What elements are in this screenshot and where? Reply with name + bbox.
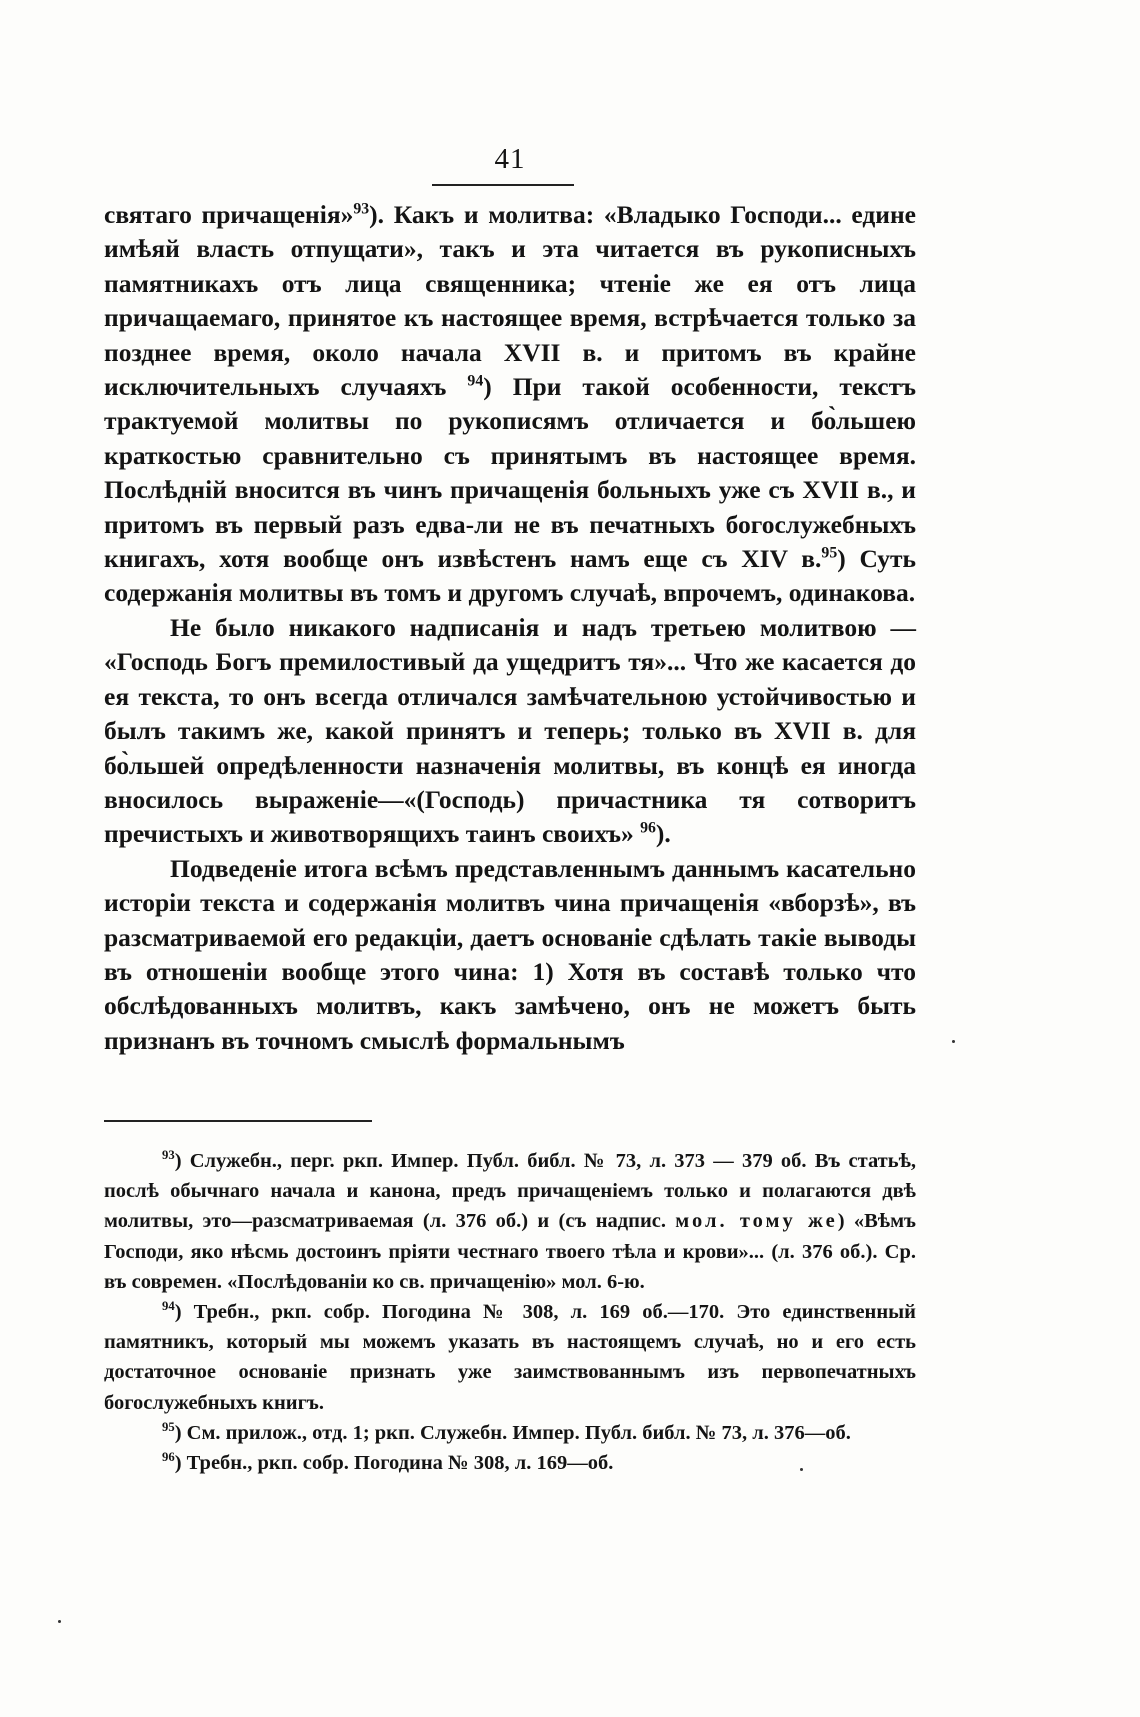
paragraph-1 bbox=[104, 198, 916, 611]
paragraph-2-part-b: ). bbox=[655, 819, 671, 849]
footnote-93-text-a: ) Служебн., перг. ркп. Импер. Публ. библ. № 73, л. 373 — 379 об. Въ статьѣ, послѣ обычнаго начала и канона, предъ причащеніемъ только и полагаются двѣ молитвы, это—разсматриваемая (л. 376 об.) и (съ надпис. bbox=[104, 1150, 916, 1233]
paragraph-1-part-a: святаго причащенія» bbox=[104, 200, 354, 229]
footnote-ref-96: 96 bbox=[640, 819, 656, 837]
paragraph-2 bbox=[104, 611, 916, 852]
footnote-93-text-c: ) «Вѣмъ Господи, яко нѣсмь достоинъ пріяти честнаго твоего тѣла и крови»... (л. 376 об.). Ср. въ современ. «Послѣдованіи ко св. причащенію» мол. 6-ю. bbox=[104, 1210, 916, 1293]
footnote-ref-95: 95 bbox=[821, 544, 838, 562]
footnote-95 bbox=[104, 1418, 916, 1448]
footnote-94-text: ) Требн., ркп. собр. Погодина № 308, л. 169 об.—170. Это единственный памятникъ, который мы можемъ указать въ настоящемъ случаѣ, но и его есть достаточное основаніе признать уже заимствованнымъ изъ первопечатныхъ богослужебныхъ книгъ. bbox=[104, 1301, 916, 1414]
paragraph-3: Подведеніе итога всѣмъ представленнымъ даннымъ касательно исторіи текста и содержанія молитвъ чина причащенія «вборзѣ», въ разсматриваемой его редакціи, даетъ основаніе сдѣлать такіе выводы въ отношеніи вообще этого чина: 1) Хотя въ составѣ только что обслѣдованныхъ молитвъ, какъ замѣчено, онъ не можетъ быть признанъ въ точномъ смыслѣ формальнымъ bbox=[104, 853, 916, 1055]
footnote-93-spaced-text: мол. тому же bbox=[675, 1210, 838, 1233]
footnote-96-mark: 96 bbox=[162, 1450, 175, 1465]
footnote-94-mark: 94 bbox=[162, 1299, 175, 1314]
footnotes bbox=[104, 1146, 916, 1478]
footnote-96 bbox=[104, 1448, 916, 1478]
footnote-95-text: ) См. прилож., отд. 1; ркп. Служебн. Импер. Публ. библ. № 73, л. 376—об. bbox=[174, 1421, 851, 1444]
footnote-95-mark: 95 bbox=[162, 1420, 175, 1434]
page-number: 41 bbox=[494, 143, 526, 175]
paragraph-1-part-d: ) Суть содержанія молитвы въ томъ и другомъ случаѣ, впрочемъ, одинакова. bbox=[104, 544, 916, 608]
footnote-separator bbox=[104, 1120, 372, 1122]
scan-speck bbox=[952, 1040, 955, 1043]
paragraph-1-part-b: ). Какъ и молитва: «Владыко Господи... едине имѣяй власть отпущати», такъ и эта читается въ рукописныхъ памятникахъ отъ лица священника; чтеніе же ея отъ лица причащаемаго, принятое къ настоящее время, встрѣчается только за позднее время, около начала XVII в. и притомъ въ крайне исключительныхъ случаяхъ bbox=[104, 200, 916, 402]
scan-speck bbox=[800, 1468, 803, 1471]
footnote-ref-93: 93 bbox=[353, 200, 370, 218]
paragraph-1-part-c: ) При такой особенности, текстъ трактуемой молитвы по рукописямъ отличается и бо̀льшею краткостью сравнительно съ принятымъ въ настоящее время. Послѣдній вносится въ чинъ причащенія больныхъ уже съ XVII в., и притомъ въ первый разъ едва-ли не въ печатныхъ богослужебныхъ книгахъ, хотя вообще онъ извѣстенъ намъ еще съ XIV в. bbox=[104, 372, 916, 574]
footnote-96-text: ) Требн., ркп. собр. Погодина № 308, л. 169—об. bbox=[174, 1452, 614, 1475]
main-text bbox=[104, 198, 916, 1058]
footnote-93-mark: 93 bbox=[162, 1148, 175, 1163]
footnote-93 bbox=[104, 1146, 916, 1297]
page-number-rule bbox=[432, 184, 574, 186]
footnote-ref-94: 94 bbox=[467, 372, 484, 390]
scan-speck bbox=[58, 1620, 61, 1623]
paragraph-2-part-a: Не было никакого надписанія и надъ третьею молитвою — «Господь Богъ премилостивый да ущедритъ тя»... Что же касается до ея текста, то онъ всегда отличался замѣчательною устойчивостью и былъ такимъ же, какой принятъ и теперь; только въ XVII в. для бо̀льшей опредѣленности назначенія молитвы, въ концѣ ея иногда вносилось выраженіе—«(Господь) причастника тя сотворитъ пречистыхъ и животворящихъ таинъ своихъ» bbox=[104, 612, 916, 849]
footnote-94 bbox=[104, 1297, 916, 1418]
